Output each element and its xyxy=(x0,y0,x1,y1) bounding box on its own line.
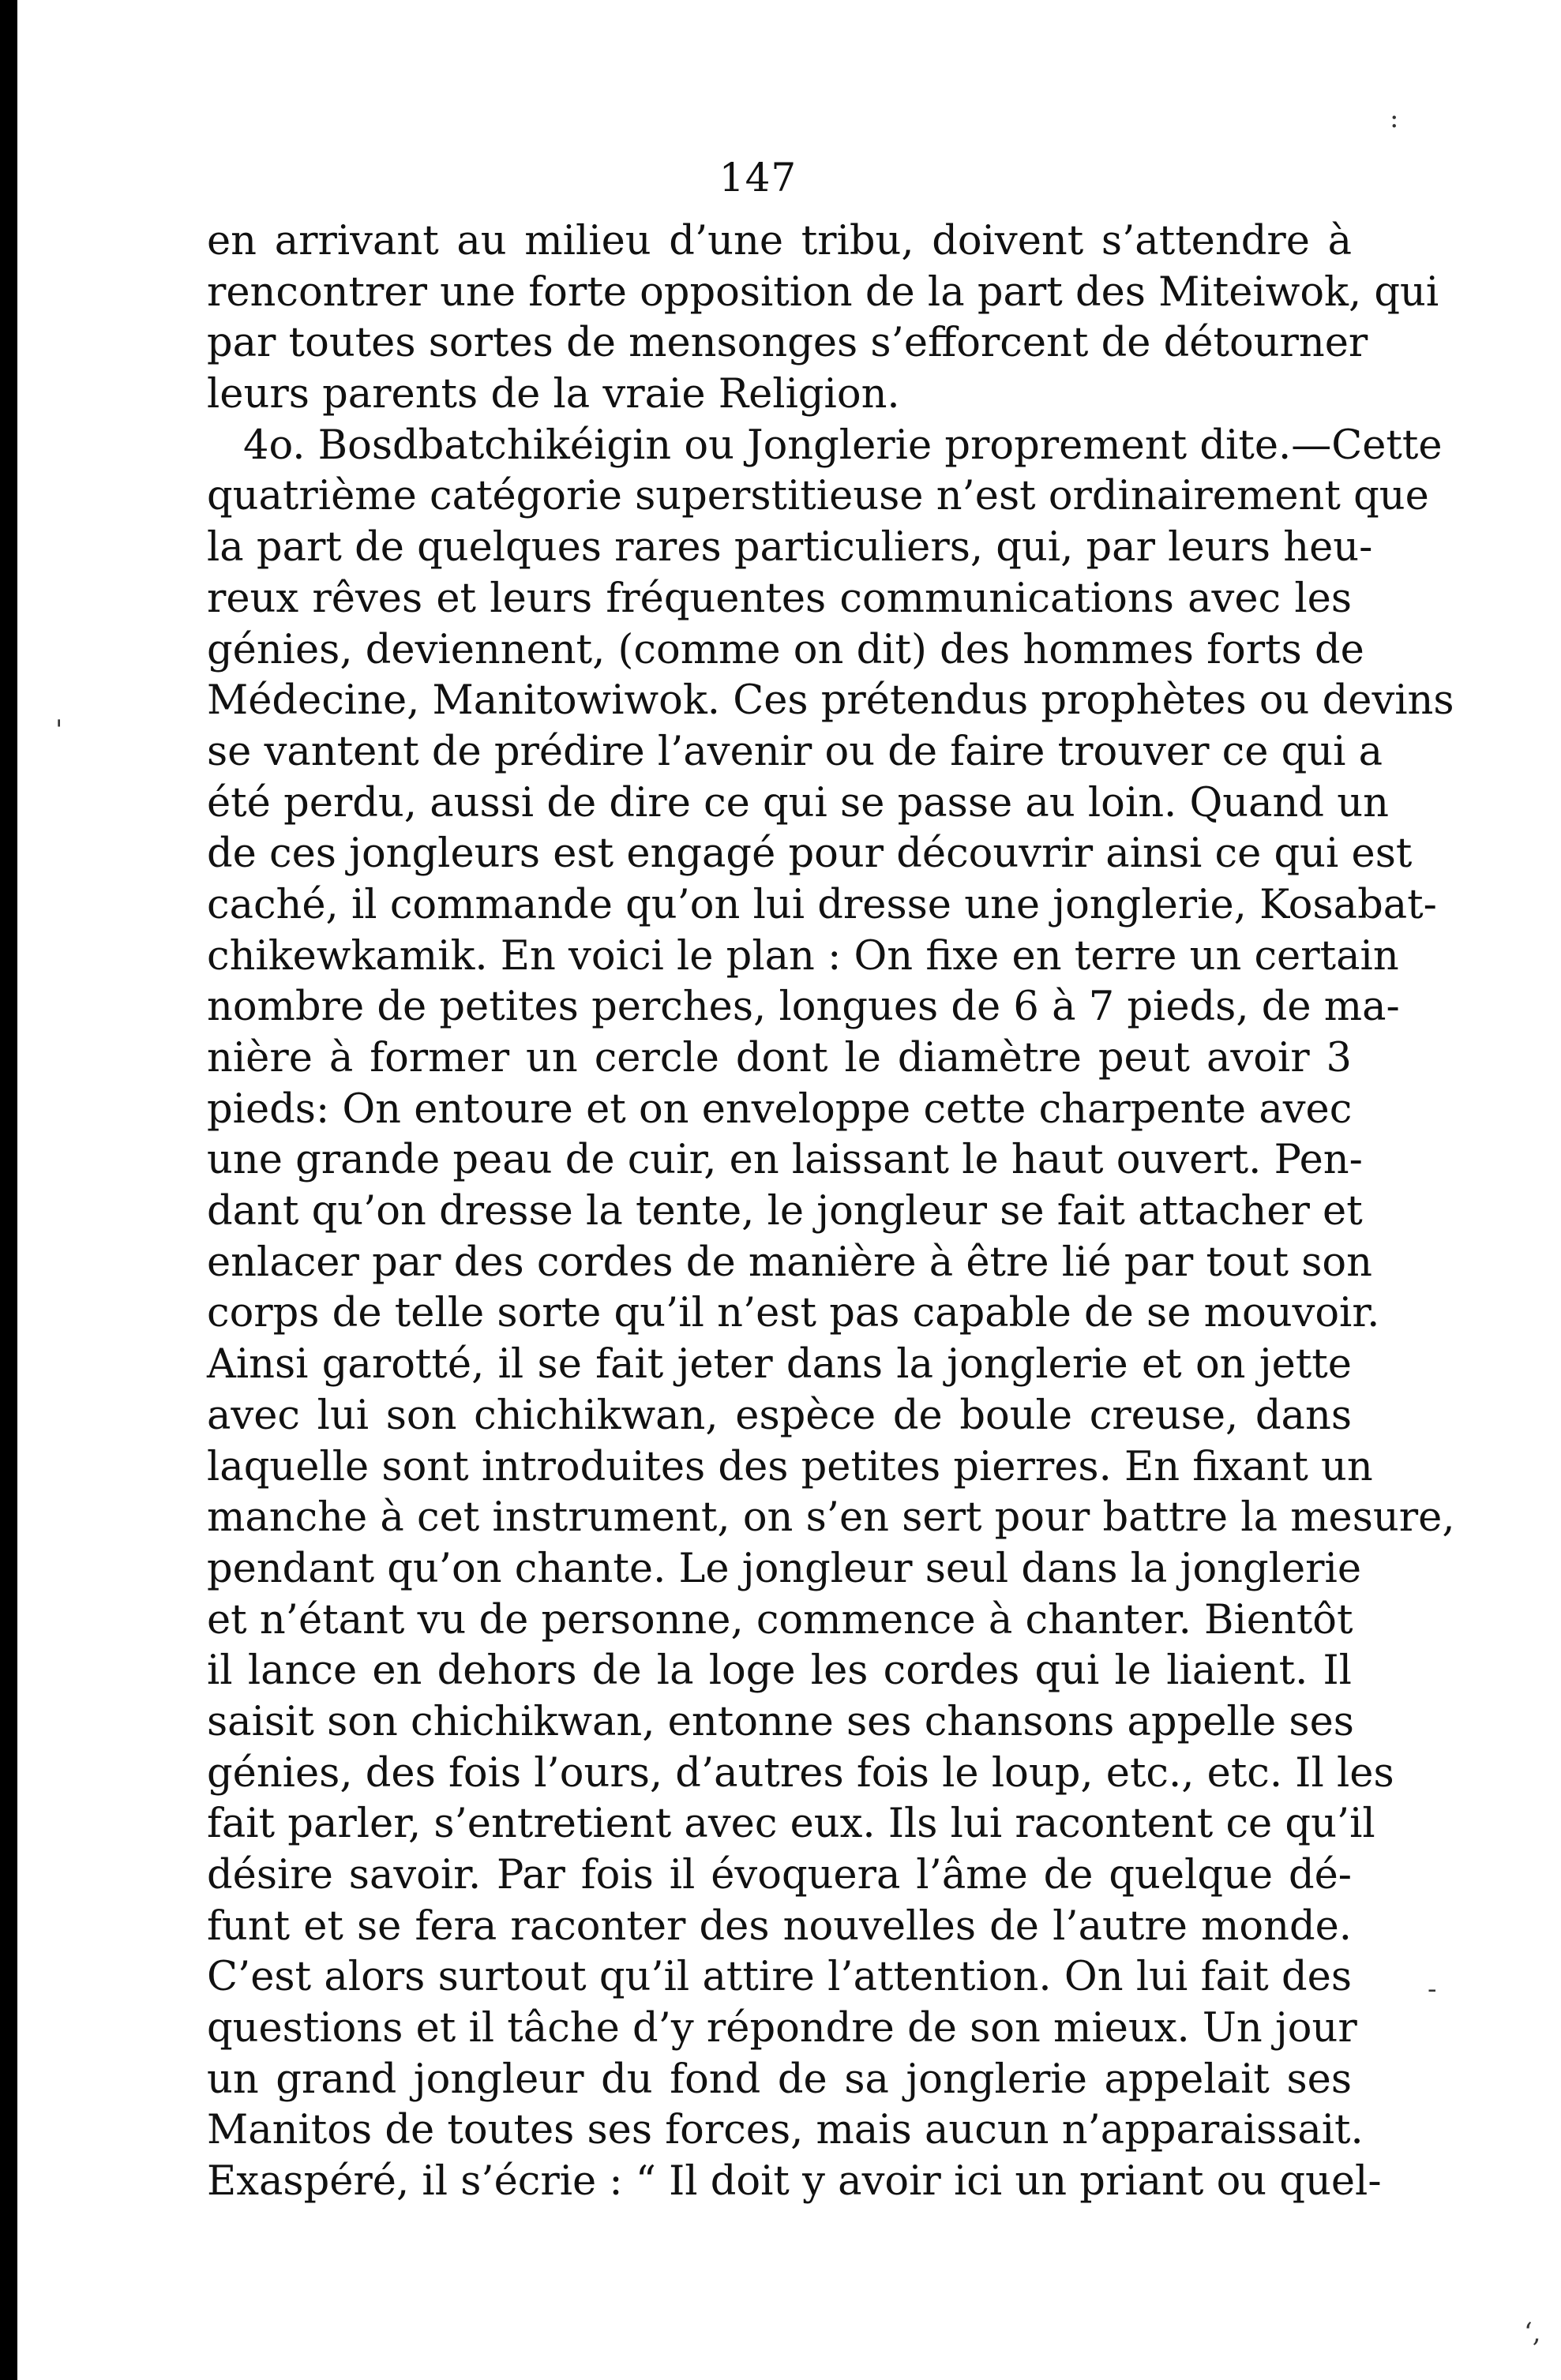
text-line: fait parler, s’entretient avec eux. Ils lui racontent ce qu’il xyxy=(207,1801,1375,1848)
text-line: quatrième catégorie superstitieuse n’est ordinairement que xyxy=(207,473,1429,520)
text-line: Manitos de toutes ses forces, mais aucun n’apparaissait. xyxy=(207,2107,1364,2154)
text-line: en arrivant au milieu d’une tribu, doivent s’attendre à xyxy=(207,218,1352,264)
text-line: de ces jongleurs est engagé pour découvrir ainsi ce qui est xyxy=(207,830,1413,878)
text-line: funt et se fera raconter des nouvelles de l’autre monde. xyxy=(207,1902,1352,1950)
text-line: Exaspéré, il s’écrie : “ Il doit y avoir ici un priant ou quel- xyxy=(207,2158,1382,2206)
text-line: corps de telle sorte qu’il n’est pas capable de se mouvoir. xyxy=(207,1290,1380,1337)
text-line: une grande peau de cuir, en laissant le haut ouvert. Pen- xyxy=(207,1137,1363,1184)
scan-speck: ‘, xyxy=(1524,2317,1541,2348)
text-line: C’est alors surtout qu’il attire l’attention. On lui fait des xyxy=(207,1954,1352,2001)
page-number: 147 xyxy=(719,155,797,201)
text-line: dant qu’on dresse la tente, le jongleur se fait attacher et xyxy=(207,1188,1363,1235)
text-line: pendant qu’on chante. Le jongleur seul dans la jonglerie xyxy=(207,1545,1362,1592)
text-line: été perdu, aussi de dire ce qui se passe au loin. Quand un xyxy=(207,779,1389,826)
text-line: leurs parents de la vraie Religion. xyxy=(207,371,900,418)
text-line: un grand jongleur du fond de sa jonglerie appelait ses xyxy=(207,2056,1352,2103)
text-line: la part de quelques rares particuliers, qui, par leurs heu- xyxy=(207,524,1373,572)
text-line: nombre de petites perches, longues de 6 à 7 pieds, de ma- xyxy=(207,984,1400,1031)
text-line: laquelle sont introduites des petites pierres. En fixant un xyxy=(207,1443,1373,1490)
scan-speck: ' xyxy=(55,714,63,746)
text-line: il lance en dehors de la loge les cordes qui le liaient. Il xyxy=(207,1647,1352,1695)
text-line: désire savoir. Par fois il évoquera l’âme de quelque dé- xyxy=(207,1852,1352,1898)
text-line: génies, deviennent, (comme on dit) des hommes forts de xyxy=(207,626,1364,673)
text-line: enlacer par des cordes de manière à être lié par tout son xyxy=(207,1239,1372,1286)
text-line: et n’étant vu de personne, commence à chanter. Bientôt xyxy=(207,1596,1353,1644)
text-line: saisit son chichikwan, entonne ses chansons appelle ses xyxy=(207,1698,1354,1745)
text-line: par toutes sortes de mensonges s’efforcent de détourner xyxy=(207,320,1368,367)
text-line: manche à cet instrument, on s’en sert pour battre la mesure, xyxy=(207,1494,1455,1542)
text-line: Médecine, Manitowiwok. Ces prétendus prophètes ou devins xyxy=(207,677,1454,725)
text-line: caché, il commande qu’on lui dresse une jonglerie, Kosabat- xyxy=(207,881,1437,928)
text-line: se vantent de prédire l’avenir ou de faire trouver ce qui a xyxy=(207,728,1383,775)
text-line: questions et il tâche d’y répondre de son mieux. Un jour xyxy=(207,2005,1357,2052)
text-line: avec lui son chichikwan, espèce de boule creuse, dans xyxy=(207,1392,1352,1439)
text-line: chikewkamik. En voici le plan : On fixe en terre un certain xyxy=(207,932,1399,980)
body-text xyxy=(207,216,1455,2208)
text-line: rencontrer une forte opposition de la part des Miteiwok, qui xyxy=(207,268,1439,316)
page-binding-edge xyxy=(0,0,17,2380)
text-line: nière à former un cercle dont le diamètre peut avoir 3 xyxy=(207,1035,1352,1081)
text-line: reux rêves et leurs fréquentes communications avec les xyxy=(207,575,1352,622)
text-line: pieds: On entoure et on enveloppe cette charpente avec xyxy=(207,1085,1353,1133)
text-line: génies, des fois l’ours, d’autres fois le loup, etc., etc. Il les xyxy=(207,1749,1394,1797)
scan-speck: - xyxy=(1428,1973,1437,2005)
text-line: Ainsi garotté, il se fait jeter dans la jonglerie et on jette xyxy=(207,1341,1352,1389)
text-line: 4o. Bosdbatchikéigin ou Jonglerie proprement dite.—Cette xyxy=(243,422,1443,469)
scan-speck: : xyxy=(1390,103,1399,134)
